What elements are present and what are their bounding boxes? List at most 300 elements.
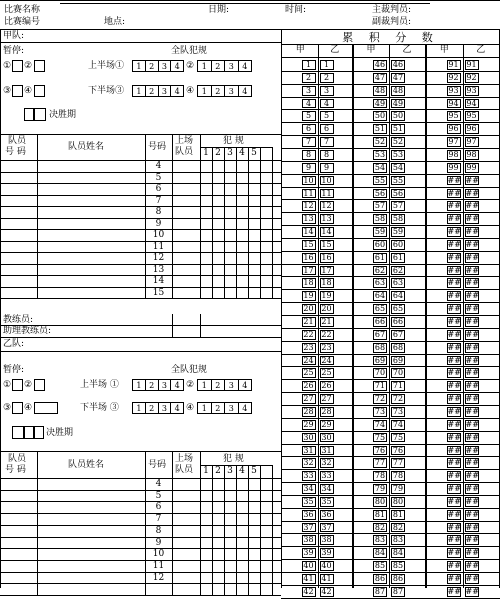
score-cell[interactable]: 29: [321, 419, 332, 429]
score-cell[interactable]: 23: [303, 342, 314, 352]
score-cell[interactable]: 46: [374, 60, 386, 69]
foul-cell[interactable]: [224, 195, 236, 207]
foul-cell[interactable]: [248, 525, 260, 537]
score-cell[interactable]: 17: [321, 265, 332, 275]
score-cell[interactable]: 32: [321, 458, 332, 468]
foul-cell[interactable]: [236, 264, 248, 276]
score-cell[interactable]: ##: [447, 317, 461, 326]
score-cell[interactable]: ##: [447, 574, 461, 583]
score-cell[interactable]: 66: [392, 317, 404, 326]
score-cell[interactable]: 4: [320, 99, 334, 109]
foul-cell[interactable]: [248, 537, 260, 549]
timeout-box-4[interactable]: [34, 85, 45, 97]
score-cell[interactable]: ##: [465, 304, 479, 314]
score-cell[interactable]: ##: [447, 227, 461, 237]
foul-cell[interactable]: [236, 206, 248, 218]
score-cell[interactable]: ##: [465, 458, 479, 468]
score-cell[interactable]: ##: [447, 342, 461, 352]
foul-cell[interactable]: [200, 172, 212, 184]
foul-cell[interactable]: [224, 490, 236, 502]
score-cell[interactable]: 79: [374, 484, 386, 494]
score-cell[interactable]: 53: [374, 149, 386, 159]
foul-cell[interactable]: [200, 229, 212, 241]
foul-cell[interactable]: [248, 572, 260, 584]
score-cell[interactable]: ##: [447, 406, 461, 416]
score-cell[interactable]: ##: [447, 548, 461, 558]
score-cell[interactable]: 27: [321, 394, 332, 404]
foul-cell[interactable]: [248, 195, 260, 207]
score-cell[interactable]: 76: [374, 445, 386, 455]
foul-cell[interactable]: [236, 572, 248, 584]
foul-cell[interactable]: [236, 490, 248, 502]
foul-cell[interactable]: [212, 560, 224, 572]
score-cell[interactable]: 83: [392, 535, 404, 545]
score-cell[interactable]: 54: [374, 162, 386, 172]
score-cell[interactable]: 14: [321, 227, 332, 237]
score-cell[interactable]: 38: [321, 535, 332, 545]
b-timeout-box-4[interactable]: [34, 402, 58, 414]
score-cell[interactable]: 41: [321, 574, 332, 583]
score-cell[interactable]: 52: [374, 137, 386, 147]
score-cell[interactable]: 23: [321, 342, 332, 352]
score-cell[interactable]: ##: [447, 419, 461, 429]
foul-cell[interactable]: [212, 206, 224, 218]
score-cell[interactable]: 40: [321, 561, 332, 571]
foul-cell[interactable]: [248, 172, 260, 184]
timeout-box-1[interactable]: [12, 60, 23, 72]
score-cell[interactable]: 3: [302, 86, 316, 96]
score-cell[interactable]: 38: [303, 535, 314, 545]
score-cell[interactable]: 15: [303, 239, 314, 249]
score-cell[interactable]: ##: [447, 368, 461, 378]
foul-cell[interactable]: [200, 525, 212, 537]
score-cell[interactable]: 4: [302, 99, 316, 109]
score-cell[interactable]: 52: [392, 137, 404, 147]
score-cell[interactable]: ##: [465, 535, 479, 545]
score-cell[interactable]: 55: [374, 175, 386, 185]
score-cell[interactable]: 26: [321, 381, 332, 391]
score-cell[interactable]: 16: [303, 252, 314, 262]
score-cell[interactable]: ##: [447, 188, 461, 198]
score-cell[interactable]: 48: [392, 85, 404, 95]
score-cell[interactable]: 20: [321, 304, 332, 314]
foul-cell[interactable]: [200, 252, 212, 264]
score-cell[interactable]: 13: [303, 214, 314, 224]
score-cell[interactable]: 91: [448, 60, 459, 69]
team-b-foul-marks-3[interactable]: 1 2 3 4: [132, 402, 184, 414]
score-cell[interactable]: 30: [303, 432, 314, 442]
foul-cell[interactable]: [200, 183, 212, 195]
score-cell[interactable]: 62: [374, 265, 386, 275]
score-cell[interactable]: 46: [392, 60, 404, 69]
score-cell[interactable]: ##: [465, 227, 479, 237]
foul-cell[interactable]: [236, 160, 248, 172]
team-b-foul-marks-1[interactable]: 1 2 3 4: [132, 379, 184, 391]
score-cell[interactable]: 79: [392, 484, 404, 494]
score-cell[interactable]: 66: [374, 317, 386, 326]
score-cell[interactable]: 67: [392, 329, 404, 339]
foul-cell[interactable]: [200, 490, 212, 502]
score-cell[interactable]: 5: [320, 111, 334, 121]
score-cell[interactable]: 25: [303, 368, 314, 378]
score-cell[interactable]: 70: [392, 368, 404, 378]
score-cell[interactable]: 83: [374, 535, 386, 545]
score-cell[interactable]: ##: [465, 509, 479, 519]
score-cell[interactable]: 81: [374, 509, 386, 519]
score-cell[interactable]: 97: [448, 137, 459, 147]
score-cell[interactable]: 68: [392, 342, 404, 352]
foul-cell[interactable]: [224, 252, 236, 264]
score-cell[interactable]: 98: [466, 149, 477, 159]
foul-cell[interactable]: [248, 264, 260, 276]
score-cell[interactable]: ##: [465, 484, 479, 494]
score-cell[interactable]: ##: [465, 432, 479, 442]
score-cell[interactable]: 65: [392, 304, 404, 314]
score-cell[interactable]: 8: [320, 150, 334, 160]
score-cell[interactable]: ##: [465, 394, 479, 404]
foul-cell[interactable]: [212, 241, 224, 253]
score-cell[interactable]: ##: [447, 329, 461, 339]
score-cell[interactable]: 24: [321, 355, 332, 365]
score-cell[interactable]: 72: [392, 394, 404, 404]
score-cell[interactable]: 82: [374, 522, 386, 532]
foul-cell[interactable]: [248, 560, 260, 572]
score-cell[interactable]: 22: [321, 329, 332, 339]
score-cell[interactable]: ##: [447, 509, 461, 519]
foul-cell[interactable]: [212, 264, 224, 276]
score-cell[interactable]: 71: [374, 381, 386, 391]
score-cell[interactable]: 63: [392, 278, 404, 288]
score-cell[interactable]: ##: [465, 471, 479, 481]
overtime-box-1[interactable]: [24, 108, 34, 121]
score-cell[interactable]: 3: [320, 86, 334, 96]
score-cell[interactable]: 77: [374, 458, 386, 468]
score-cell[interactable]: 56: [374, 188, 386, 198]
score-cell[interactable]: 14: [303, 227, 314, 237]
score-cell[interactable]: ##: [447, 214, 461, 224]
score-cell[interactable]: ##: [465, 381, 479, 391]
score-cell[interactable]: 86: [374, 574, 386, 583]
foul-cell[interactable]: [212, 195, 224, 207]
score-cell[interactable]: 37: [321, 522, 332, 532]
foul-cell[interactable]: [200, 287, 212, 299]
score-cell[interactable]: ##: [465, 214, 479, 224]
score-cell[interactable]: ##: [465, 175, 479, 185]
score-cell[interactable]: 78: [374, 471, 386, 481]
foul-cell[interactable]: [212, 478, 224, 490]
score-cell[interactable]: 71: [392, 381, 404, 391]
score-cell[interactable]: 51: [392, 124, 404, 134]
foul-cell[interactable]: [212, 229, 224, 241]
foul-cell[interactable]: [236, 183, 248, 195]
score-cell[interactable]: 42: [303, 586, 314, 596]
score-cell[interactable]: 18: [321, 278, 332, 288]
foul-cell[interactable]: [236, 287, 248, 299]
b-overtime-box-2[interactable]: [24, 426, 34, 439]
score-cell[interactable]: ##: [465, 574, 479, 583]
score-cell[interactable]: 65: [374, 304, 386, 314]
score-cell[interactable]: ##: [465, 406, 479, 416]
score-cell[interactable]: 6: [320, 124, 334, 134]
score-cell[interactable]: 47: [392, 72, 404, 82]
score-cell[interactable]: 93: [466, 85, 477, 95]
score-cell[interactable]: 69: [374, 355, 386, 365]
foul-cell[interactable]: [248, 287, 260, 299]
foul-cell[interactable]: [236, 218, 248, 230]
score-cell[interactable]: 93: [448, 85, 459, 95]
foul-cell[interactable]: [200, 560, 212, 572]
score-cell[interactable]: 86: [392, 574, 404, 583]
foul-cell[interactable]: [212, 548, 224, 560]
foul-cell[interactable]: [212, 160, 224, 172]
score-cell[interactable]: ##: [447, 304, 461, 314]
score-cell[interactable]: 59: [392, 227, 404, 237]
score-cell[interactable]: ##: [447, 291, 461, 301]
score-cell[interactable]: 39: [303, 548, 314, 558]
foul-cell[interactable]: [248, 160, 260, 172]
score-cell[interactable]: 97: [466, 137, 477, 147]
foul-cell[interactable]: [224, 537, 236, 549]
score-cell[interactable]: ##: [465, 496, 479, 506]
score-cell[interactable]: 84: [374, 548, 386, 558]
score-cell[interactable]: ##: [465, 561, 479, 571]
foul-cell[interactable]: [200, 264, 212, 276]
score-cell[interactable]: 11: [303, 188, 314, 198]
score-cell[interactable]: 60: [392, 239, 404, 249]
score-cell[interactable]: 64: [374, 291, 386, 301]
score-cell[interactable]: 91: [466, 60, 477, 69]
score-cell[interactable]: 69: [392, 355, 404, 365]
foul-cell[interactable]: [248, 218, 260, 230]
score-cell[interactable]: 62: [392, 265, 404, 275]
score-cell[interactable]: 55: [392, 175, 404, 185]
score-cell[interactable]: 95: [466, 111, 477, 121]
foul-cell[interactable]: [200, 206, 212, 218]
score-cell[interactable]: ##: [465, 317, 479, 326]
foul-cell[interactable]: [212, 287, 224, 299]
foul-cell[interactable]: [236, 548, 248, 560]
score-cell[interactable]: 96: [466, 124, 477, 134]
foul-cell[interactable]: [200, 241, 212, 253]
score-cell[interactable]: ##: [447, 394, 461, 404]
score-cell[interactable]: ##: [465, 368, 479, 378]
score-cell[interactable]: ##: [465, 329, 479, 339]
score-cell[interactable]: 9: [302, 163, 316, 173]
score-cell[interactable]: 18: [303, 278, 314, 288]
foul-cell[interactable]: [248, 501, 260, 513]
score-cell[interactable]: 17: [303, 265, 314, 275]
foul-cell[interactable]: [224, 229, 236, 241]
score-cell[interactable]: 87: [374, 586, 386, 596]
foul-cell[interactable]: [236, 478, 248, 490]
foul-cell[interactable]: [200, 572, 212, 584]
foul-cell[interactable]: [236, 560, 248, 572]
score-cell[interactable]: 60: [374, 239, 386, 249]
score-cell[interactable]: 94: [448, 98, 459, 108]
score-cell[interactable]: 7: [320, 137, 334, 147]
score-cell[interactable]: 37: [303, 522, 314, 532]
score-cell[interactable]: 10: [303, 175, 314, 185]
score-cell[interactable]: ##: [465, 419, 479, 429]
score-cell[interactable]: ##: [447, 432, 461, 442]
score-cell[interactable]: ##: [465, 201, 479, 211]
score-cell[interactable]: 32: [303, 458, 314, 468]
score-cell[interactable]: 35: [321, 496, 332, 506]
score-cell[interactable]: 73: [392, 406, 404, 416]
team-a-foul-marks-3[interactable]: 1 2 3 4: [132, 85, 184, 97]
score-cell[interactable]: ##: [465, 342, 479, 352]
score-cell[interactable]: 26: [303, 381, 314, 391]
foul-cell[interactable]: [248, 206, 260, 218]
score-cell[interactable]: 30: [321, 432, 332, 442]
foul-cell[interactable]: [248, 548, 260, 560]
foul-cell[interactable]: [236, 252, 248, 264]
foul-cell[interactable]: [212, 275, 224, 287]
score-cell[interactable]: 12: [321, 201, 332, 211]
foul-cell[interactable]: [224, 241, 236, 253]
score-cell[interactable]: ##: [447, 201, 461, 211]
foul-cell[interactable]: [212, 525, 224, 537]
score-cell[interactable]: 41: [303, 574, 314, 583]
foul-cell[interactable]: [248, 252, 260, 264]
score-cell[interactable]: 51: [374, 124, 386, 134]
score-cell[interactable]: 47: [374, 72, 386, 82]
score-cell[interactable]: 39: [321, 548, 332, 558]
score-cell[interactable]: 12: [303, 201, 314, 211]
score-cell[interactable]: 31: [321, 445, 332, 455]
foul-cell[interactable]: [236, 172, 248, 184]
score-cell[interactable]: ##: [465, 522, 479, 532]
score-cell[interactable]: 84: [392, 548, 404, 558]
score-cell[interactable]: ##: [465, 239, 479, 249]
team-b-foul-marks-4[interactable]: 1 2 3 4: [197, 402, 252, 414]
foul-cell[interactable]: [224, 478, 236, 490]
score-cell[interactable]: ##: [465, 548, 479, 558]
score-cell[interactable]: 35: [303, 496, 314, 506]
foul-cell[interactable]: [224, 172, 236, 184]
score-cell[interactable]: ##: [447, 561, 461, 571]
score-cell[interactable]: 24: [303, 355, 314, 365]
foul-cell[interactable]: [248, 275, 260, 287]
score-cell[interactable]: 42: [321, 586, 332, 596]
b-timeout-box-3[interactable]: [12, 402, 23, 414]
foul-cell[interactable]: [200, 275, 212, 287]
score-cell[interactable]: 49: [392, 98, 404, 108]
score-cell[interactable]: 87: [392, 586, 404, 596]
foul-cell[interactable]: [224, 287, 236, 299]
foul-cell[interactable]: [212, 218, 224, 230]
score-cell[interactable]: 27: [303, 394, 314, 404]
foul-cell[interactable]: [236, 513, 248, 525]
score-cell[interactable]: 7: [302, 137, 316, 147]
foul-cell[interactable]: [224, 275, 236, 287]
b-timeout-box-2[interactable]: [34, 379, 45, 391]
foul-cell[interactable]: [212, 537, 224, 549]
foul-cell[interactable]: [224, 560, 236, 572]
foul-cell[interactable]: [224, 183, 236, 195]
score-cell[interactable]: 16: [321, 252, 332, 262]
score-cell[interactable]: ##: [447, 381, 461, 391]
score-cell[interactable]: ##: [465, 278, 479, 288]
foul-cell[interactable]: [248, 490, 260, 502]
score-cell[interactable]: 9: [320, 163, 334, 173]
score-cell[interactable]: 64: [392, 291, 404, 301]
score-cell[interactable]: 1: [320, 60, 334, 70]
timeout-box-3[interactable]: [12, 85, 23, 97]
score-cell[interactable]: 70: [374, 368, 386, 378]
score-cell[interactable]: 49: [374, 98, 386, 108]
foul-cell[interactable]: [212, 172, 224, 184]
foul-cell[interactable]: [212, 501, 224, 513]
b-overtime-box-3[interactable]: [34, 426, 44, 439]
score-cell[interactable]: 22: [303, 329, 314, 339]
score-cell[interactable]: ##: [465, 445, 479, 455]
score-cell[interactable]: 92: [466, 72, 477, 82]
score-cell[interactable]: 61: [392, 252, 404, 262]
foul-cell[interactable]: [224, 264, 236, 276]
score-cell[interactable]: 25: [321, 368, 332, 378]
score-cell[interactable]: 94: [466, 98, 477, 108]
score-cell[interactable]: 95: [448, 111, 459, 121]
score-cell[interactable]: 85: [374, 561, 386, 571]
score-cell[interactable]: 53: [392, 149, 404, 159]
foul-cell[interactable]: [200, 548, 212, 560]
score-cell[interactable]: ##: [447, 535, 461, 545]
score-cell[interactable]: ##: [465, 265, 479, 275]
foul-cell[interactable]: [236, 525, 248, 537]
score-cell[interactable]: 19: [303, 291, 314, 301]
foul-cell[interactable]: [248, 478, 260, 490]
timeout-box-2[interactable]: [34, 60, 45, 72]
score-cell[interactable]: 29: [303, 419, 314, 429]
score-cell[interactable]: ##: [447, 355, 461, 365]
foul-cell[interactable]: [224, 218, 236, 230]
score-cell[interactable]: 67: [374, 329, 386, 339]
score-cell[interactable]: 21: [303, 317, 314, 326]
foul-cell[interactable]: [200, 513, 212, 525]
score-cell[interactable]: 40: [303, 561, 314, 571]
foul-cell[interactable]: [212, 252, 224, 264]
team-a-foul-marks-1[interactable]: 1 2 3 4: [132, 60, 184, 72]
foul-cell[interactable]: [236, 275, 248, 287]
score-cell[interactable]: 72: [374, 394, 386, 404]
foul-cell[interactable]: [212, 572, 224, 584]
foul-cell[interactable]: [212, 490, 224, 502]
score-cell[interactable]: 98: [448, 149, 459, 159]
score-cell[interactable]: ##: [447, 471, 461, 481]
score-cell[interactable]: ##: [465, 291, 479, 301]
score-cell[interactable]: 74: [392, 419, 404, 429]
score-cell[interactable]: 56: [392, 188, 404, 198]
score-cell[interactable]: 28: [303, 406, 314, 416]
foul-cell[interactable]: [248, 183, 260, 195]
score-cell[interactable]: 2: [302, 73, 316, 83]
score-cell[interactable]: 1: [302, 60, 316, 70]
foul-cell[interactable]: [212, 183, 224, 195]
score-cell[interactable]: ##: [447, 522, 461, 532]
score-cell[interactable]: 48: [374, 85, 386, 95]
score-cell[interactable]: ##: [465, 355, 479, 365]
score-cell[interactable]: 75: [374, 432, 386, 442]
score-cell[interactable]: 58: [392, 214, 404, 224]
foul-cell[interactable]: [224, 501, 236, 513]
foul-cell[interactable]: [236, 229, 248, 241]
score-cell[interactable]: 50: [374, 111, 386, 121]
score-cell[interactable]: 63: [374, 278, 386, 288]
score-cell[interactable]: 96: [448, 124, 459, 134]
score-cell[interactable]: 10: [321, 175, 332, 185]
score-cell[interactable]: 19: [321, 291, 332, 301]
